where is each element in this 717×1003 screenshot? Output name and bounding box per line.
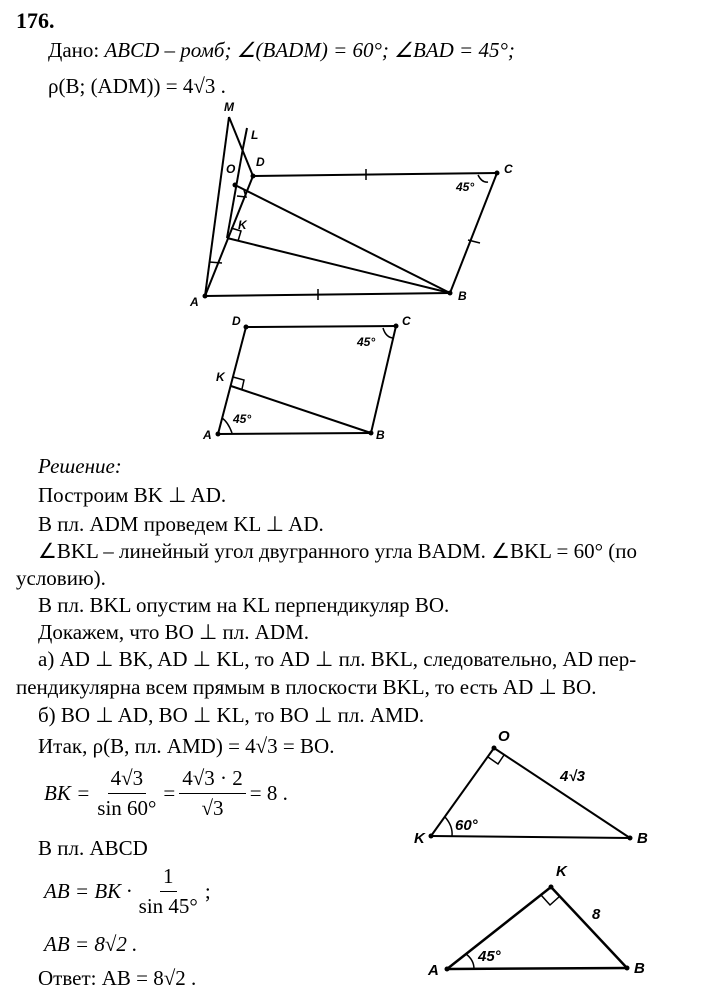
fig2-label-d: D [232, 314, 241, 328]
step-3b: условию). [16, 566, 106, 590]
tri1-label-o: O [498, 728, 510, 745]
step-7: б) BO ⊥ AD, BO ⊥ KL, то BO ⊥ пл. AMD. [38, 703, 425, 727]
bk-frac2-den: √3 [201, 796, 224, 820]
tri2-label-side: 8 [592, 906, 601, 923]
tri2-kb [551, 887, 627, 968]
tri2-right-angle [541, 895, 560, 905]
tri2-point-k [549, 885, 554, 890]
bk-lhs: BK = [44, 781, 91, 805]
fig1-angle-c: 45° [456, 180, 475, 194]
ab-tail: ; [204, 879, 211, 903]
fig2-label-b: B [376, 428, 385, 442]
bk-result: = 8 . [249, 781, 288, 805]
fig2-label-a: A [203, 428, 212, 442]
step-6a: а) AD ⊥ BK, AD ⊥ KL, то AD ⊥ пл. BKL, следовательно, AD пер- [38, 647, 637, 671]
tri2-angle-arc [466, 954, 474, 969]
fig1-label-m: M [224, 100, 234, 114]
step-2: В пл. ADM проведем KL ⊥ AD. [38, 512, 324, 536]
fig1-label-c: C [504, 162, 513, 176]
tri1-label-b: B [637, 830, 648, 847]
bk-frac1-den: sin 60° [97, 796, 157, 820]
fig1-label-l: L [251, 128, 259, 142]
problem-number: 176. [16, 8, 55, 33]
tri2-label-a: A [428, 962, 439, 979]
fig1-label-b: B [458, 289, 467, 303]
bk-frac2-num: 4√3 · 2 [179, 766, 246, 794]
bk-frac1-num: 4√3 [108, 766, 147, 794]
ab-frac-num: 1 [160, 864, 177, 892]
ab-lhs: AB = BK · [44, 879, 132, 903]
tri1-label-angle: 60° [455, 817, 478, 834]
bk-eq: = [163, 781, 176, 805]
fig2-angle-c: 45° [357, 335, 376, 349]
step-6b: пендикулярна всем прямым в плоскости BKL, то есть AD ⊥ BO. [16, 675, 597, 699]
given-text-1: ABCD – ромб; ∠(BADM) = 60°; ∠BAD = 45°; [104, 38, 515, 62]
fig1-label-a: A [190, 295, 199, 309]
fig2-label-c: C [402, 314, 411, 328]
fig2-label-k: K [216, 370, 225, 384]
step-3a: ∠BKL – линейный угол двугранного угла BADM. ∠BKL = 60° (по [38, 539, 637, 563]
plane-abcd: В пл. ABCD [38, 836, 148, 860]
tri2-point-b [625, 966, 630, 971]
solution-heading: Решение: [38, 454, 122, 478]
fig1-label-o: O [226, 162, 236, 176]
step-1: Построим BK ⊥ AD. [38, 483, 227, 507]
step-8: Итак, ρ(B, пл. AMD) = 4√3 = BO. [38, 734, 335, 758]
ab-value: AB = 8√2 . [44, 932, 138, 956]
ab-frac-den: sin 45° [138, 894, 198, 918]
fig2-angle-a: 45° [233, 412, 252, 426]
tri2-label-angle: 45° [478, 948, 501, 965]
tri1-label-k: K [414, 830, 425, 847]
tri2-label-b: B [634, 960, 645, 977]
step-4: В пл. BKL опустим на KL перпендикуляр BO. [38, 593, 450, 617]
fig1-label-k: K [238, 218, 247, 232]
step-5: Докажем, что BO ⊥ пл. ADM. [38, 620, 310, 644]
tri2-label-k: K [556, 863, 567, 880]
given-prefix: Дано: [48, 38, 100, 62]
answer: Ответ: AB = 8√2 . [38, 966, 197, 990]
fig1-label-d: D [256, 155, 265, 169]
tri2-point-a [445, 967, 450, 972]
tri1-label-side: 4√3 [560, 768, 585, 785]
given-line-2: ρ(B; (ADM)) = 4√3 . [48, 74, 226, 98]
